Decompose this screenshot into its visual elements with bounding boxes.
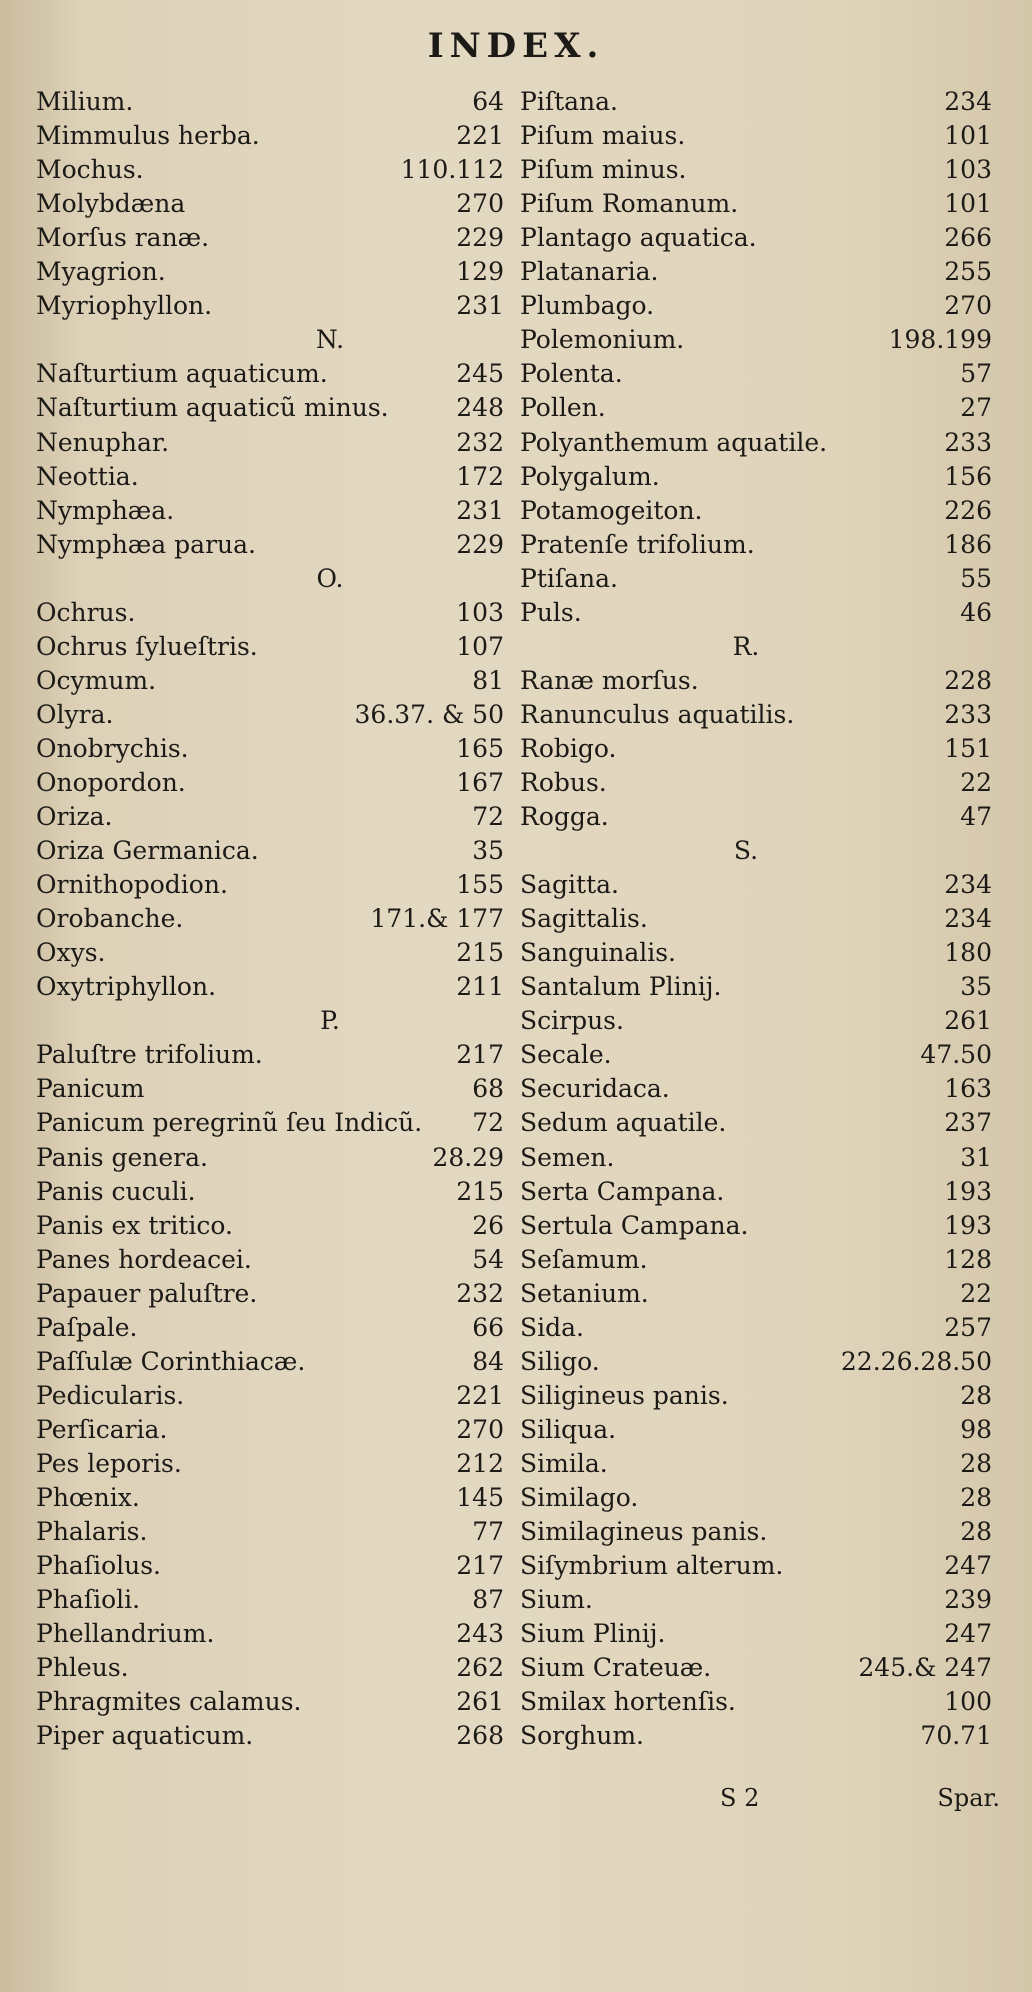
entry-pages: 243 (456, 1619, 504, 1649)
entry-term: Nymphæa parua. (36, 529, 256, 559)
entry-term: Secale. (520, 1040, 612, 1070)
entry-term: Onopordon. (36, 767, 186, 797)
index-entry (36, 1172, 504, 1206)
entry-pages: 107 (456, 631, 504, 661)
page-footer (720, 1784, 1000, 1812)
entry-pages: 221 (456, 1380, 504, 1410)
entry-term: Siligo. (520, 1346, 600, 1376)
letter-heading-label: O. (316, 563, 344, 593)
entry-pages: 233 (944, 427, 992, 457)
entry-pages: 266 (944, 223, 992, 253)
entry-term: Myagrion. (36, 257, 166, 287)
entry-term: Morſus ranæ. (36, 223, 210, 253)
entry-pages: 211 (456, 972, 504, 1002)
index-entry (36, 1512, 504, 1546)
entry-pages: 215 (456, 1176, 504, 1206)
index-entry (520, 1342, 992, 1376)
index-entry (36, 593, 504, 627)
entry-term: Orobanche. (36, 904, 184, 934)
index-entry (520, 1376, 992, 1410)
entry-pages: 172 (456, 461, 504, 491)
entry-term: Platanaria. (520, 257, 659, 287)
index-entry (36, 1274, 504, 1308)
index-entry (36, 1716, 504, 1750)
index-entry (520, 1410, 992, 1444)
index-entry (520, 1274, 992, 1308)
entry-term: Polygalum. (520, 461, 660, 491)
index-entry (36, 1546, 504, 1580)
index-entry (520, 252, 992, 286)
letter-heading (36, 559, 504, 593)
index-entry (520, 218, 992, 252)
entry-pages: 228 (944, 665, 992, 695)
entry-term: Siliqua. (520, 1414, 617, 1444)
entry-pages: 28.29 (432, 1142, 504, 1172)
index-entry (36, 695, 504, 729)
entry-pages: 231 (456, 495, 504, 525)
entry-term: Onobrychis. (36, 733, 189, 763)
entry-term: Mimmulus herba. (36, 121, 260, 151)
entry-pages: 165 (456, 733, 504, 763)
entry-pages: 47.50 (920, 1040, 992, 1070)
entry-term: Sagitta. (520, 870, 619, 900)
entry-term: Olyra. (36, 699, 114, 729)
entry-term: Simila. (520, 1448, 608, 1478)
entry-pages: 145 (456, 1482, 504, 1512)
index-entry (520, 763, 992, 797)
entry-term: Ochrus. (36, 597, 136, 627)
catchword: Spar. (937, 1784, 1000, 1812)
index-entry (36, 422, 504, 456)
entry-term: Piſtana. (520, 87, 618, 117)
index-entry (36, 1206, 504, 1240)
entry-term: Phaſiolus. (36, 1551, 161, 1581)
entry-pages: 46 (960, 597, 992, 627)
index-entry (520, 388, 992, 422)
index-entry (36, 82, 504, 116)
index-entry (520, 1308, 992, 1342)
entry-term: Sertula Campana. (520, 1210, 749, 1240)
entry-term: Santalum Plinij. (520, 972, 722, 1002)
entry-pages: 229 (456, 529, 504, 559)
entry-term: Naſturtium aquaticũ minus. (36, 393, 389, 423)
entry-term: Piſum Romanum. (520, 189, 739, 219)
entry-term: Paſpale. (36, 1312, 138, 1342)
index-entry (520, 354, 992, 388)
entry-pages: 28 (960, 1448, 992, 1478)
entry-pages: 55 (960, 563, 992, 593)
index-entry (520, 797, 992, 831)
index-entry (36, 797, 504, 831)
index-entry (520, 491, 992, 525)
entry-term: Similagineus panis. (520, 1517, 768, 1547)
entry-term: Papauer paluſtre. (36, 1278, 258, 1308)
index-entry (520, 1648, 992, 1682)
entry-term: Phellandrium. (36, 1619, 215, 1649)
entry-pages: 217 (456, 1551, 504, 1581)
index-entry (520, 1682, 992, 1716)
index-column-left (36, 82, 504, 1750)
entry-term: Pratenſe trifolium. (520, 529, 755, 559)
index-entry (36, 1069, 504, 1103)
entry-term: Pes leporis. (36, 1448, 182, 1478)
entry-pages: 261 (456, 1687, 504, 1717)
entry-pages: 103 (944, 155, 992, 185)
index-column-right (520, 82, 992, 1750)
entry-pages: 22 (960, 767, 992, 797)
entry-term: Polenta. (520, 359, 623, 389)
entry-pages: 247 (944, 1619, 992, 1649)
index-entry (520, 1478, 992, 1512)
index-entry (520, 1103, 992, 1137)
entry-pages: 35 (960, 972, 992, 1002)
index-entry (520, 286, 992, 320)
entry-pages: 66 (472, 1312, 504, 1342)
entry-term: Ptiſana. (520, 563, 618, 593)
entry-pages: 151 (944, 733, 992, 763)
index-entry (36, 831, 504, 865)
entry-pages: 163 (944, 1074, 992, 1104)
entry-term: Pedicularis. (36, 1380, 185, 1410)
index-entry (520, 1172, 992, 1206)
entry-term: Ocymum. (36, 665, 157, 695)
entry-term: Mochus. (36, 155, 144, 185)
entry-term: Plantago aquatica. (520, 223, 757, 253)
entry-term: Piper aquaticum. (36, 1721, 254, 1751)
entry-term: Rogga. (520, 802, 609, 832)
entry-pages: 247 (944, 1551, 992, 1581)
index-entry (520, 729, 992, 763)
entry-term: Sorghum. (520, 1721, 644, 1751)
index-entry (36, 1478, 504, 1512)
entry-term: Perſicaria. (36, 1414, 168, 1444)
entry-pages: 28 (960, 1482, 992, 1512)
index-entry (520, 150, 992, 184)
entry-pages: 255 (944, 257, 992, 287)
letter-heading-label: N. (315, 325, 345, 355)
entry-term: Smilax hortenſis. (520, 1687, 736, 1717)
index-entry (520, 422, 992, 456)
index-entry (36, 1137, 504, 1171)
entry-term: Neottia. (36, 461, 139, 491)
entry-pages: 54 (472, 1244, 504, 1274)
entry-pages: 270 (456, 1414, 504, 1444)
entry-pages: 232 (456, 427, 504, 457)
entry-term: Oxytriphyllon. (36, 972, 217, 1002)
entry-pages: 98 (960, 1414, 992, 1444)
entry-term: Nenuphar. (36, 427, 170, 457)
entry-term: Phleus. (36, 1653, 129, 1683)
entry-pages: 217 (456, 1040, 504, 1070)
entry-term: Oriza. (36, 802, 113, 832)
index-entry (36, 218, 504, 252)
entry-pages: 193 (944, 1176, 992, 1206)
entry-pages: 129 (456, 257, 504, 287)
letter-heading (520, 831, 992, 865)
index-entry (520, 933, 992, 967)
entry-term: Siſymbrium alterum. (520, 1551, 784, 1581)
entry-term: Molybdæna (36, 189, 186, 219)
entry-term: Seſamum. (520, 1244, 648, 1274)
entry-pages: 261 (944, 1006, 992, 1036)
entry-pages: 35 (472, 836, 504, 866)
entry-term: Puls. (520, 597, 582, 627)
index-entry (36, 1103, 504, 1137)
index-entry (36, 763, 504, 797)
index-entry (36, 865, 504, 899)
entry-pages: 232 (456, 1278, 504, 1308)
entry-pages: 87 (472, 1585, 504, 1615)
entry-term: Potamogeiton. (520, 495, 703, 525)
entry-term: Siligineus panis. (520, 1380, 729, 1410)
index-entry (520, 1614, 992, 1648)
entry-pages: 27 (960, 393, 992, 423)
entry-pages: 226 (944, 495, 992, 525)
entry-term: Setanium. (520, 1278, 649, 1308)
entry-pages: 245 (456, 359, 504, 389)
index-entry (520, 1580, 992, 1614)
index-entry (520, 1512, 992, 1546)
index-entry (36, 1376, 504, 1410)
index-entry (520, 1069, 992, 1103)
entry-pages: 47 (960, 802, 992, 832)
index-entry (520, 1444, 992, 1478)
entry-pages: 155 (456, 870, 504, 900)
entry-pages: 70.71 (920, 1721, 992, 1751)
index-entry (36, 899, 504, 933)
entry-pages: 84 (472, 1346, 504, 1376)
entry-pages: 128 (944, 1244, 992, 1274)
index-entry (36, 1580, 504, 1614)
entry-pages: 231 (456, 291, 504, 321)
entry-pages: 28 (960, 1380, 992, 1410)
entry-pages: 68 (472, 1074, 504, 1104)
index-entry (520, 967, 992, 1001)
entry-term: Nymphæa. (36, 495, 175, 525)
index-entry (520, 320, 992, 354)
entry-term: Polyanthemum aquatile. (520, 427, 828, 457)
index-entry (36, 150, 504, 184)
index-entry (520, 1240, 992, 1274)
entry-pages: 229 (456, 223, 504, 253)
entry-pages: 239 (944, 1585, 992, 1615)
entry-term: Paluſtre trifolium. (36, 1040, 263, 1070)
index-entry (36, 1342, 504, 1376)
entry-pages: 101 (944, 189, 992, 219)
index-entry (36, 1682, 504, 1716)
index-entry (36, 1240, 504, 1274)
entry-term: Panes hordeacei. (36, 1244, 252, 1274)
entry-pages: 22.26.28.50 (840, 1346, 992, 1376)
index-entry (36, 627, 504, 661)
entry-term: Sanguinalis. (520, 938, 677, 968)
entry-term: Robus. (520, 767, 607, 797)
entry-term: Similago. (520, 1482, 639, 1512)
index-entry (520, 593, 992, 627)
entry-term: Phaſioli. (36, 1585, 141, 1615)
index-entry (36, 457, 504, 491)
entry-pages: 193 (944, 1210, 992, 1240)
index-entry (520, 695, 992, 729)
index-entry (36, 354, 504, 388)
letter-heading (520, 627, 992, 661)
index-entry (520, 116, 992, 150)
entry-term: Oriza Germanica. (36, 836, 259, 866)
entry-term: Polemonium. (520, 325, 685, 355)
entry-pages: 212 (456, 1448, 504, 1478)
entry-pages: 31 (960, 1142, 992, 1172)
page-title: INDEX. (427, 26, 605, 66)
entry-term: Pollen. (520, 393, 606, 423)
index-entry (36, 1444, 504, 1478)
index-entry (520, 457, 992, 491)
entry-pages: 167 (456, 767, 504, 797)
index-entry (520, 559, 992, 593)
index-entry (520, 899, 992, 933)
entry-term: Oxys. (36, 938, 106, 968)
entry-term: Panis ex tritico. (36, 1210, 233, 1240)
entry-term: Naſturtium aquaticum. (36, 359, 328, 389)
entry-pages: 156 (944, 461, 992, 491)
index-entry (36, 1648, 504, 1682)
entry-pages: 270 (944, 291, 992, 321)
entry-pages: 233 (944, 699, 992, 729)
entry-pages: 180 (944, 938, 992, 968)
index-entry (520, 865, 992, 899)
entry-term: Sida. (520, 1312, 584, 1342)
entry-term: Ranæ morſus. (520, 665, 699, 695)
entry-pages: 57 (960, 359, 992, 389)
entry-pages: 101 (944, 121, 992, 151)
letter-heading (36, 1001, 504, 1035)
entry-pages: 186 (944, 529, 992, 559)
entry-term: Phragmites calamus. (36, 1687, 302, 1717)
entry-term: Plumbago. (520, 291, 655, 321)
entry-term: Scirpus. (520, 1006, 624, 1036)
index-entry (520, 661, 992, 695)
index-entry (520, 1137, 992, 1171)
index-entry (36, 933, 504, 967)
entry-term: Panicum peregrinũ ſeu Indicũ. (36, 1108, 423, 1138)
index-entry (520, 1001, 992, 1035)
entry-term: Ornithopodion. (36, 870, 228, 900)
entry-pages: 198.199 (888, 325, 992, 355)
entry-pages: 72 (472, 802, 504, 832)
entry-term: Semen. (520, 1142, 615, 1172)
letter-heading (36, 320, 504, 354)
index-entry (520, 1546, 992, 1580)
index-entry (36, 1410, 504, 1444)
signature-mark: S 2 (720, 1784, 760, 1812)
index-entry (36, 1308, 504, 1342)
entry-term: Sagittalis. (520, 904, 648, 934)
entry-term: Piſum minus. (520, 155, 687, 185)
entry-term: Robigo. (520, 733, 617, 763)
entry-term: Sium Crateuæ. (520, 1653, 712, 1683)
entry-pages: 270 (456, 189, 504, 219)
index-entry (36, 661, 504, 695)
entry-pages: 234 (944, 87, 992, 117)
entry-term: Piſum maius. (520, 121, 686, 151)
entry-term: Ochrus ſylueſtris. (36, 631, 258, 661)
entry-term: Securidaca. (520, 1074, 670, 1104)
entry-pages: 77 (472, 1517, 504, 1547)
entry-term: Myriophyllon. (36, 291, 213, 321)
index-entry (520, 82, 992, 116)
index-entry (36, 729, 504, 763)
entry-term: Sium Plinij. (520, 1619, 666, 1649)
entry-pages: 262 (456, 1653, 504, 1683)
entry-term: Phœnix. (36, 1482, 140, 1512)
index-entry (36, 116, 504, 150)
entry-term: Sedum aquatile. (520, 1108, 727, 1138)
entry-pages: 28 (960, 1517, 992, 1547)
entry-pages: 81 (472, 665, 504, 695)
letter-heading-label: S. (733, 836, 759, 866)
entry-pages: 248 (456, 393, 504, 423)
letter-heading-label: P. (320, 1006, 340, 1036)
index-entry (520, 1035, 992, 1069)
entry-pages: 237 (944, 1108, 992, 1138)
entry-term: Panis cuculi. (36, 1176, 196, 1206)
entry-term: Serta Campana. (520, 1176, 725, 1206)
entry-pages: 26 (472, 1210, 504, 1240)
index-entry (520, 525, 992, 559)
index-entry (36, 286, 504, 320)
entry-term: Panis genera. (36, 1142, 208, 1172)
index-entry (520, 1716, 992, 1750)
entry-pages: 36.37. & 50 (354, 699, 504, 729)
entry-term: Paſſulæ Corinthiacæ. (36, 1346, 306, 1376)
entry-pages: 100 (944, 1687, 992, 1717)
index-entry (36, 252, 504, 286)
index-entry (36, 491, 504, 525)
entry-pages: 103 (456, 597, 504, 627)
entry-term: Panicum (36, 1074, 145, 1104)
letter-heading-label: R. (732, 631, 760, 661)
entry-pages: 215 (456, 938, 504, 968)
entry-pages: 110.112 (400, 155, 504, 185)
entry-pages: 72 (472, 1108, 504, 1138)
entry-pages: 245.& 247 (858, 1653, 992, 1683)
entry-pages: 171.& 177 (370, 904, 504, 934)
entry-term: Phalaris. (36, 1517, 148, 1547)
entry-term: Milium. (36, 87, 134, 117)
entry-pages: 22 (960, 1278, 992, 1308)
entry-pages: 234 (944, 870, 992, 900)
index-entry (36, 388, 504, 422)
entry-term: Ranunculus aquatilis. (520, 699, 795, 729)
entry-term: Sium. (520, 1585, 593, 1615)
index-entry (36, 967, 504, 1001)
entry-pages: 221 (456, 121, 504, 151)
index-entry (520, 184, 992, 218)
entry-pages: 268 (456, 1721, 504, 1751)
index-entry (36, 1614, 504, 1648)
entry-pages: 257 (944, 1312, 992, 1342)
entry-pages: 234 (944, 904, 992, 934)
index-entry (36, 525, 504, 559)
index-entry (520, 1206, 992, 1240)
index-entry (36, 1035, 504, 1069)
entry-pages: 64 (472, 87, 504, 117)
index-entry (36, 184, 504, 218)
